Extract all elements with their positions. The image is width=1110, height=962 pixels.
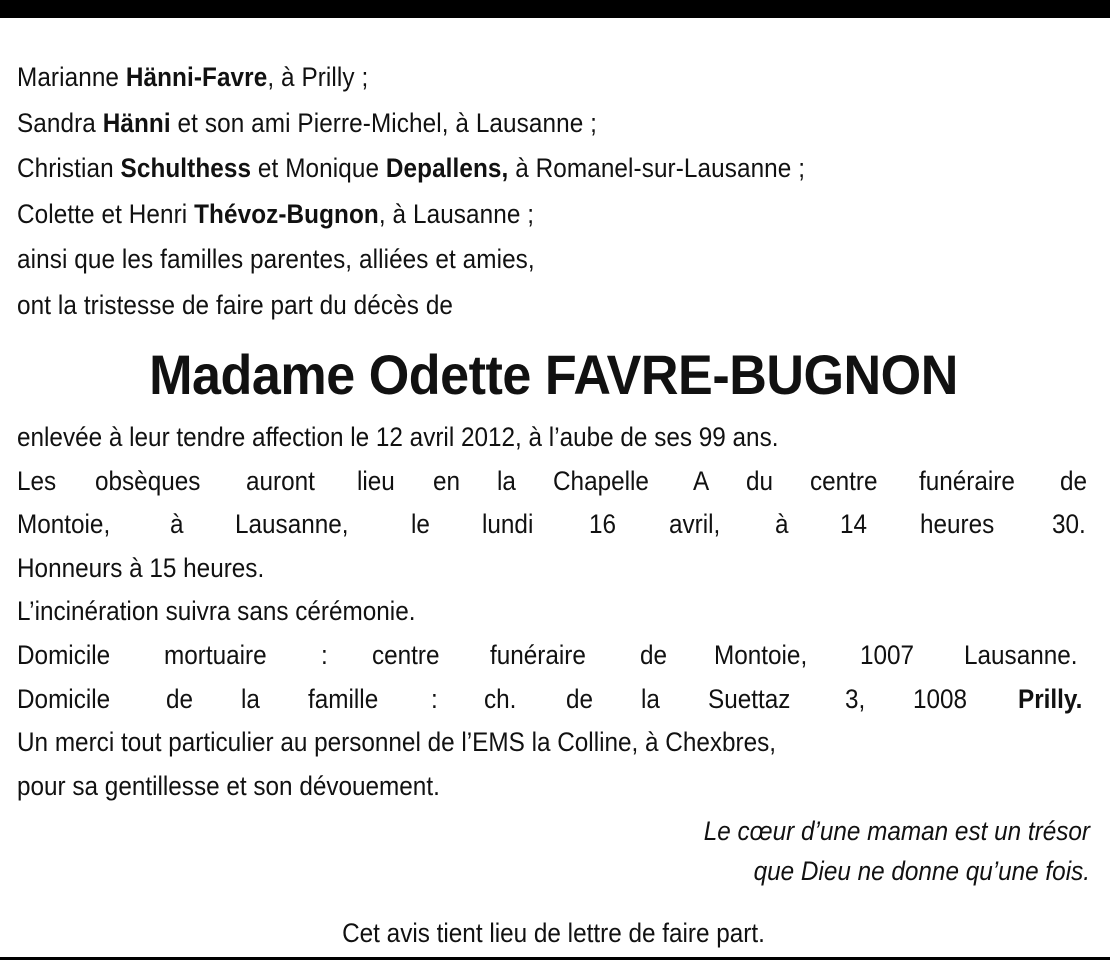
epitaph-quote [17, 811, 1090, 891]
notice-body [17, 416, 1090, 808]
family-line-text: , à Lausanne ; [378, 198, 535, 229]
body-word: heures [920, 509, 995, 540]
body-word: de [640, 639, 668, 670]
body-line: Honneurs à 15 heures. [17, 552, 265, 583]
body-word: à [775, 509, 789, 540]
body-word-bold: Prilly. [1018, 683, 1083, 714]
family-surname: Hänni-Favre [125, 62, 268, 92]
body-word: Les [17, 465, 57, 496]
closing-statement: Cet avis tient lieu de lettre de faire part. [342, 918, 765, 949]
body-word: de [165, 683, 194, 714]
body-line: enlevée à leur tendre affection le 12 avril 2012, à l’aube de ses 99 ans. [17, 422, 779, 452]
top-border-rule [0, 0, 1110, 18]
body-line-justified [17, 460, 1090, 504]
body-word: funéraire [919, 465, 1015, 496]
body-line-justified [17, 634, 1090, 678]
body-word: Domicile [17, 639, 111, 670]
body-word: : [431, 683, 439, 714]
body-word: ch. [484, 683, 517, 714]
body-word: 16 [588, 509, 616, 540]
body-word: famille [307, 683, 379, 714]
body-word: de [565, 683, 593, 714]
body-word: auront [246, 465, 315, 496]
body-word: la [497, 465, 517, 496]
body-line-justified [17, 503, 1090, 547]
body-word: mortuaire [163, 639, 267, 670]
family-line [17, 237, 983, 283]
body-word: 30. [1052, 509, 1087, 540]
body-word: de [1059, 465, 1087, 496]
body-line: pour sa gentillesse et son dévouement. [17, 770, 440, 801]
body-word: le [411, 509, 431, 540]
body-word: : [321, 639, 328, 670]
body-word: du [745, 465, 773, 496]
family-line [17, 146, 983, 192]
body-word: obsèques [94, 465, 201, 496]
family-line-text: , à Prilly ; [267, 62, 369, 92]
family-surname: Depallens, [385, 153, 509, 183]
bottom-border-rule [0, 957, 1110, 960]
body-word: avril, [668, 509, 720, 540]
family-line-text: à Romanel-sur-Lausanne ; [508, 153, 806, 183]
body-word: Montoie, [713, 639, 807, 670]
body-line: L’incinération suivra sans cérémonie. [17, 596, 416, 627]
body-word: la [241, 683, 261, 714]
quote-line: que Dieu ne donne qu’une fois. [753, 856, 1090, 887]
body-word: 1007 [860, 639, 915, 670]
body-word: Lausanne, [235, 509, 349, 540]
family-line-text: Marianne [17, 62, 126, 92]
family-line [17, 55, 983, 101]
deceased-name-heading: Madame Odette FAVRE-BUGNON [149, 343, 958, 406]
family-line [17, 283, 983, 329]
obituary-notice [17, 55, 1090, 953]
body-line-justified [17, 678, 1090, 722]
body-word: Chapelle [552, 465, 649, 496]
family-line [17, 101, 983, 147]
body-word: Lausanne. [963, 639, 1078, 670]
family-line-text: Christian [17, 153, 121, 183]
body-word: Suettaz [707, 683, 791, 714]
body-word: en [433, 465, 461, 496]
body-word: la [641, 683, 661, 714]
body-word: centre [809, 465, 878, 496]
family-surname: Hänni [102, 107, 171, 138]
body-word: Montoie, [17, 509, 111, 540]
family-line-text: ont la tristesse de faire part du décès de [17, 289, 454, 320]
family-surname: Thévoz-Bugnon [194, 198, 379, 229]
body-word: lieu [356, 465, 395, 496]
family-line-text: et son ami Pierre-Michel, à Lausanne ; [170, 107, 597, 138]
body-line: Un merci tout particulier au personnel de l’EMS la Colline, à Chexbres, [17, 727, 777, 758]
quote-line: Le cœur d’une maman est un trésor [703, 816, 1090, 847]
body-word: centre [371, 639, 440, 670]
body-word: funéraire [490, 639, 587, 670]
body-word: A [693, 465, 710, 496]
family-line-text: et Monique [251, 153, 386, 183]
body-word: Domicile [17, 683, 111, 714]
family-surname: Schulthess [120, 153, 252, 183]
family-list [17, 55, 1090, 328]
family-line-text: Colette et Henri [17, 198, 195, 229]
body-word: lundi [481, 509, 534, 540]
body-word: 1008 [912, 683, 967, 714]
body-word: 3, [844, 683, 866, 714]
body-word: à [170, 509, 184, 540]
family-line-text: ainsi que les familles parentes, alliées et amies, [17, 244, 535, 274]
body-word: 14 [840, 509, 868, 540]
family-line [17, 192, 983, 238]
family-line-text: Sandra [17, 107, 103, 138]
